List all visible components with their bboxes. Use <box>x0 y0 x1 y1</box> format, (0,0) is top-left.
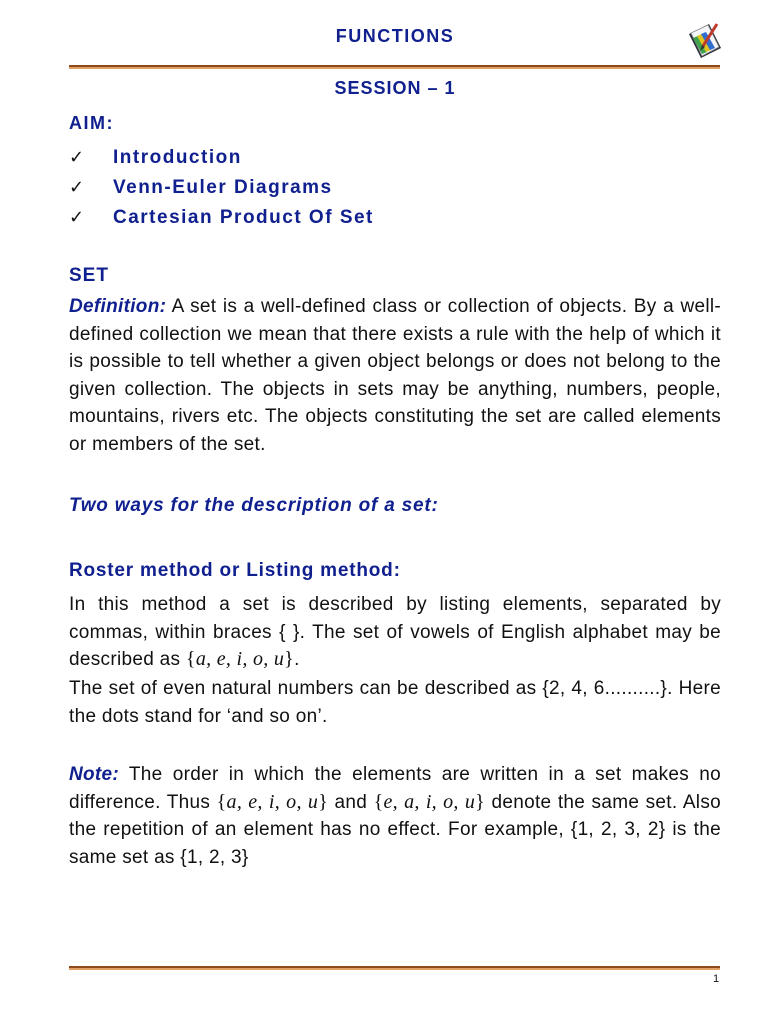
checkmark-icon: ✓ <box>69 207 86 227</box>
note-text-2: and <box>328 791 374 813</box>
two-ways-heading: Two ways for the description of a set: <box>69 495 439 516</box>
vowel-set-b: {e, a, i, o, u} <box>373 790 486 813</box>
aim-list <box>69 142 374 232</box>
pencil-book-logo-icon <box>683 18 727 62</box>
vowel-set-b-elements: e, a, i, o, u <box>383 790 476 813</box>
even-numbers-text: The set of even natural numbers can be described as <box>69 678 543 699</box>
note-text-3: denote the same set. Also the repetition of an element has no effect. For example, {1, 2, 3, 2} is the same set as {1, 2, 3} <box>69 791 721 868</box>
even-numbers-paragraph <box>69 675 721 730</box>
aim-label: AIM: <box>69 113 114 133</box>
roster-text: In this method a set is described by listing elements, separated by commas, within braces { }. The set of vowels of English alphabet may be described as <box>69 594 721 670</box>
list-item <box>69 142 374 172</box>
note-paragraph <box>69 761 721 871</box>
aim-item-label: Venn-Euler Diagrams <box>113 177 333 198</box>
page-number: 1 <box>713 973 720 985</box>
vowel-set-a-elements: a, e, i, o, u <box>226 790 319 813</box>
definition-text: A set is a well-defined class or collection of objects. By a well-defined collection we mean that there exists a rule with the help of which it is possible to tell whether a given object belongs or does not belong to the given collection. The objects in sets may be anything, numbers, people, mountains, rivers etc. The objects constituting the set are called elements or members of the set. <box>69 296 721 455</box>
roster-heading: Roster method or Listing method: <box>69 560 401 581</box>
header-rule <box>69 65 720 69</box>
note-label: Note: <box>69 764 120 785</box>
vowel-set-a: {a, e, i, o, u} <box>216 790 329 813</box>
page-title: FUNCTIONS <box>335 26 455 46</box>
note-text-1: The order in which the elements are written in a set makes no difference. Thus <box>69 764 721 813</box>
vowel-set-elements: a, e, i, o, u <box>195 648 285 670</box>
footer-rule <box>69 966 720 970</box>
aim-item-label: Introduction <box>113 147 242 168</box>
set-heading: SET <box>69 265 109 286</box>
checkmark-icon: ✓ <box>69 147 86 167</box>
definition-label: Definition: <box>69 296 167 317</box>
list-item <box>69 172 374 202</box>
roster-text-end: . <box>294 649 300 670</box>
vowel-set: {a, e, i, o, u} <box>185 648 295 670</box>
aim-item-label: Cartesian Product Of Set <box>113 207 374 228</box>
even-numbers-set: {2, 4, 6..........}. Here the dots stand for ‘and so on’. <box>69 678 721 727</box>
checkmark-icon: ✓ <box>69 177 86 197</box>
roster-paragraph <box>69 591 721 674</box>
session-title: SESSION – 1 <box>334 78 456 98</box>
list-item <box>69 202 374 232</box>
definition-paragraph <box>69 293 721 458</box>
